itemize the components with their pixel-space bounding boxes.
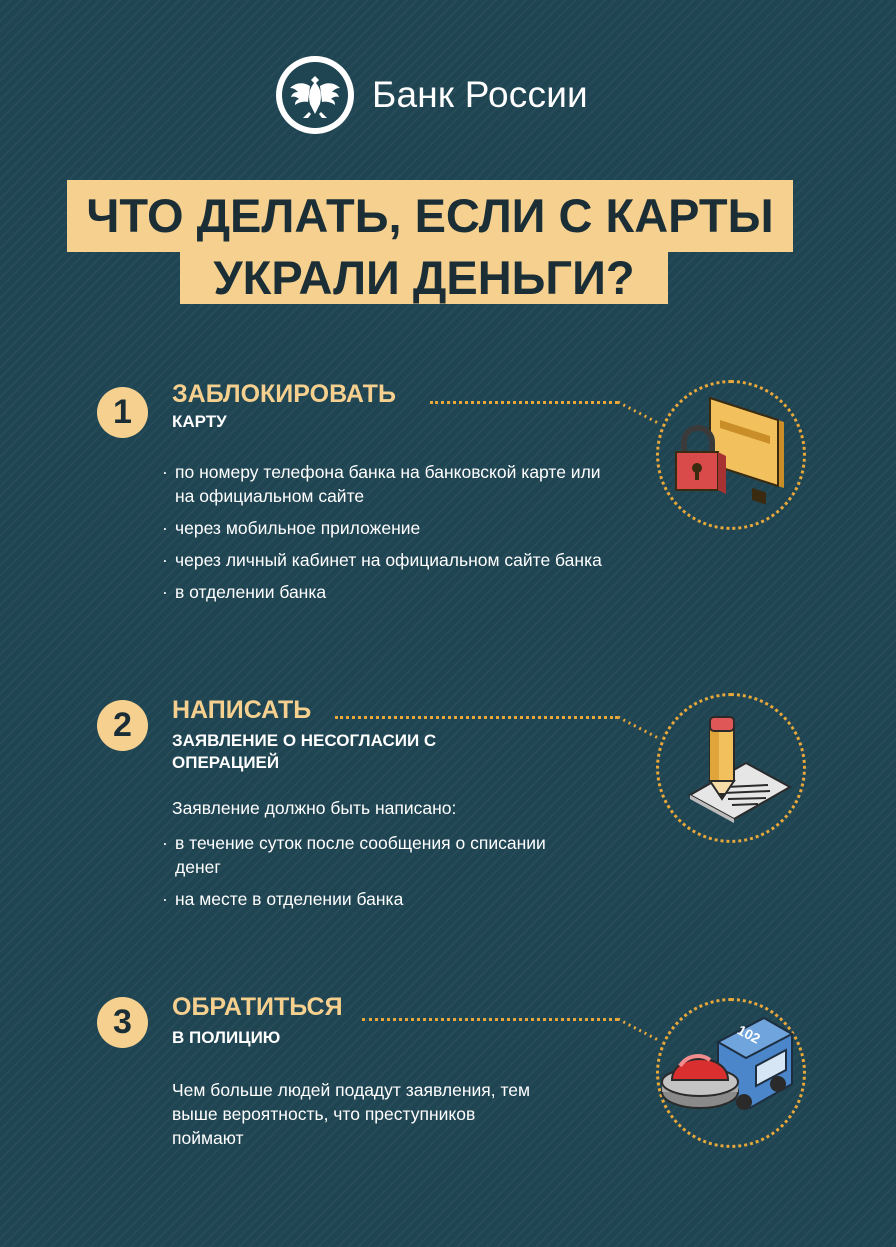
step-1-subheading: КАРТУ: [172, 412, 227, 431]
step-3-number: 3: [97, 997, 148, 1048]
locked-card-icon: [666, 390, 796, 520]
list-item: · через мобильное приложение: [162, 518, 421, 538]
step-1-dotted-line: [430, 401, 618, 404]
list-item: · по номеру телефона банка на банковской карте или на официальном сайте: [162, 462, 601, 506]
step-3-heading: ОБРАТИТЬСЯ: [172, 993, 343, 1021]
list-item: · через личный кабинет на официальном сайте банка: [162, 550, 602, 570]
double-headed-eagle-icon: [276, 56, 354, 134]
step-2-list: [162, 831, 562, 919]
step-3-text: Чем больше людей подадут заявления, тем выше вероятность, что преступников поймают: [172, 1080, 531, 1148]
step-2-connector: [616, 715, 666, 745]
step-3-connector: [616, 1017, 666, 1047]
bank-logo: [276, 56, 588, 134]
step-1-number: 1: [97, 387, 148, 438]
step-3-dotted-line: [362, 1018, 618, 1021]
page-title-line-2: УКРАЛИ ДЕНЬГИ?: [180, 252, 668, 304]
step-1-heading: ЗАБЛОКИРОВАТЬ: [172, 380, 396, 408]
list-item: · в отделении банка: [162, 582, 327, 602]
step-1-list: [162, 460, 602, 612]
pencil-document-icon: [666, 703, 796, 833]
brand-name: Банк России: [372, 74, 588, 115]
step-2-heading: НАПИСАТЬ: [172, 696, 312, 724]
step-2-dotted-line: [335, 716, 618, 719]
step-1-connector: [616, 400, 666, 430]
step-3-subheading: В ПОЛИЦИЮ: [172, 1028, 281, 1047]
page-title-line-1: ЧТО ДЕЛАТЬ, ЕСЛИ С КАРТЫ: [67, 180, 793, 252]
list-item: · в течение суток после сообщения о списании денег: [162, 833, 546, 877]
step-2-subheading: ЗАЯВЛЕНИЕ О НЕСОГЛАСИИ С ОПЕРАЦИЕЙ: [172, 731, 437, 772]
police-siren-van-icon: [660, 1008, 800, 1138]
step-2-intro: Заявление должно быть написано:: [172, 798, 457, 818]
step-2-number: 2: [97, 700, 148, 751]
list-item: · на месте в отделении банка: [162, 889, 404, 909]
van-number: 102: [734, 1021, 763, 1047]
